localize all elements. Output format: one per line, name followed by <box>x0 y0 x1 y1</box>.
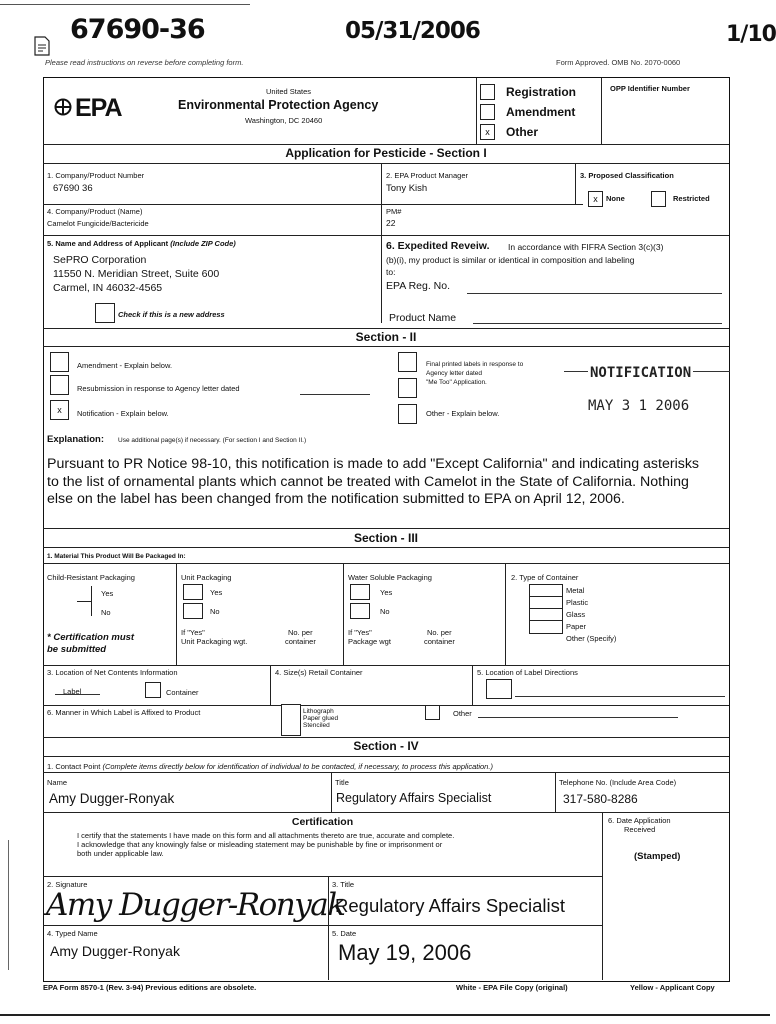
unit-packaging-label: Unit Packaging <box>181 573 232 582</box>
manner-lithograph: Lithograph <box>303 708 334 715</box>
product-name-label: 4. Company/Product (Name) <box>47 207 143 216</box>
water-yes-label: Yes <box>380 588 393 597</box>
manner-stenciled: Stenciled <box>303 722 330 729</box>
final-printed-label-2: Agency letter dated <box>426 370 483 377</box>
label-directions-checkbox[interactable] <box>486 679 512 699</box>
title2-label: 3. Title <box>332 880 355 889</box>
agency-city: Washington, DC 20460 <box>245 116 323 125</box>
epa-logo-text: EPA <box>75 94 122 122</box>
location-label-directions: 5. Location of Label Directions <box>477 668 578 677</box>
water-no-checkbox[interactable] <box>350 603 370 619</box>
epa-manager: Tony Kish <box>386 183 428 194</box>
explanation-label: Explanation: <box>47 434 105 445</box>
other-checkbox[interactable]: x <box>480 124 495 140</box>
explanation-line-3: else on the label has been changed from the notification submitted to EPA on April 12, 2006. <box>47 491 625 507</box>
company-product-number: 67690 36 <box>53 183 93 194</box>
other-explain-label: Other - Explain below. <box>426 409 500 418</box>
amendment-explain-checkbox[interactable] <box>50 352 69 372</box>
other-label: Other <box>506 125 539 139</box>
contact-name: Amy Dugger-Ronyak <box>49 791 175 806</box>
manner-checkbox[interactable] <box>281 704 301 736</box>
amendment-label: Amendment <box>506 105 576 119</box>
date-received-label-1: 6. Date Application <box>608 816 671 825</box>
epa-manager-label: 2. EPA Product Manager <box>386 171 468 180</box>
label-option: Label <box>63 687 82 696</box>
opp-identifier-label: OPP Identifier Number <box>610 84 690 93</box>
registration-label: Registration <box>506 85 577 99</box>
restricted-checkbox[interactable] <box>651 191 666 207</box>
expedited-text-2: (b)(i), my product is similar or identical in composition and labeling <box>386 255 635 265</box>
applicant-street: 11550 N. Meridian Street, Suite 600 <box>53 268 220 280</box>
explanation-note: Use additional page(s) if necessary. (For section I and Section II.) <box>118 437 307 444</box>
unit-yes-label: Yes <box>210 588 223 597</box>
notification-checkbox[interactable]: x <box>50 400 69 420</box>
container-option-checkbox[interactable] <box>145 682 161 698</box>
water-yes-checkbox[interactable] <box>350 584 370 600</box>
agency-name: Environmental Protection Agency <box>178 98 379 112</box>
left-scan-edge <box>8 840 9 970</box>
title2-value: Regulatory Affairs Specialist <box>335 895 565 916</box>
date-value: May 19, 2006 <box>338 940 472 965</box>
epa-reg-input[interactable] <box>467 293 722 294</box>
location-net-label: 3. Location of Net Contents Information <box>47 668 178 677</box>
amendment-checkbox[interactable] <box>480 104 495 120</box>
cert-line-1: I certify that the statements I have made on this form and all attachments thereto are true, accurate and complete. <box>77 831 455 840</box>
unit-no-per-1: No. per <box>288 628 313 637</box>
unit-no-checkbox[interactable] <box>183 603 203 619</box>
restricted-label: Restricted <box>673 194 710 203</box>
contact-title: Regulatory Affairs Specialist <box>336 791 492 805</box>
agency-small: United States <box>266 87 312 96</box>
expedited-text-1: In accordance with FIFRA Section 3(c)(3) <box>508 242 664 252</box>
explanation-line-1: Pursuant to PR Notice 98-10, this notification is made to add "Except California" and indicating asterisks <box>47 456 700 472</box>
explanation-text <box>47 456 699 509</box>
pm-label: PM# <box>386 207 402 216</box>
expedited-review-title: 6. Expedited Reveiw. <box>386 240 490 252</box>
phone-label: Telephone No. (Include Area Code) <box>559 778 677 787</box>
product-name-input[interactable] <box>473 323 722 324</box>
white-copy-note: White - EPA File Copy (original) <box>456 983 568 992</box>
applicant-label-text: 5. Name and Address of Applicant <box>47 239 169 248</box>
unit-no-per-2: container <box>285 637 316 646</box>
new-address-checkbox[interactable] <box>95 303 115 323</box>
child-no-label: No <box>101 608 111 617</box>
new-address-label: Check if this is a new address <box>118 310 225 319</box>
container-glass: Glass <box>566 610 586 619</box>
child-resistant-label: Child-Resistant Packaging <box>47 573 135 582</box>
epa-reg-label: EPA Reg. No. <box>386 280 451 292</box>
product-name: Camelot Fungicide/Bactericide <box>47 219 149 228</box>
product-name-field-label: Product Name <box>389 312 457 324</box>
handwritten-date: 05/31/2006 <box>345 18 480 44</box>
section-3-title: Section - III <box>353 531 418 545</box>
contact-note: (Complete items directly below for identification of individual to be contacted, if necessary, to process this application.) <box>102 762 493 771</box>
container-metal: Metal <box>566 586 585 595</box>
container-paper: Paper <box>566 622 587 631</box>
typed-name-label: 4. Typed Name <box>47 929 98 938</box>
pkg-no-per-2: container <box>424 637 455 646</box>
notification-stamp-title: NOTIFICATION <box>590 365 692 381</box>
signature: Amy Dugger-Ronyak <box>46 887 345 923</box>
resubmission-label: Resubmission in response to Agency letter dated <box>77 384 240 393</box>
section-2-title: Section - II <box>355 330 417 344</box>
manner-other-checkbox[interactable] <box>425 705 440 720</box>
me-too-label: "Me Too" Application. <box>426 379 487 386</box>
signature-label: 2. Signature <box>47 880 88 889</box>
cert-line-2: I acknowledge that any knowingly false or misleading statement may be punishable by fine or imprisonment or <box>77 840 443 849</box>
pm-number: 22 <box>386 218 396 228</box>
applicant-label <box>47 239 236 248</box>
final-printed-checkbox[interactable] <box>398 352 417 372</box>
certification-title: Certification <box>291 816 354 828</box>
manner-paper-glued: Paper glued <box>303 715 339 722</box>
expedited-text-3: to: <box>386 267 396 277</box>
amendment-explain-label: Amendment - Explain below. <box>77 361 173 370</box>
form-id: EPA Form 8570-1 (Rev. 3-94) Previous editions are obsolete. <box>43 983 257 992</box>
pkg-if-yes-2: Package wgt <box>348 637 391 646</box>
applicant-name: SePRO Corporation <box>53 254 147 266</box>
cert-line-3: both under applicable law. <box>77 849 164 858</box>
scan-edge <box>0 4 250 5</box>
yellow-copy-note: Yellow - Applicant Copy <box>630 983 715 992</box>
typed-name: Amy Dugger-Ronyak <box>50 943 180 959</box>
registration-checkbox[interactable] <box>480 84 495 100</box>
form-approved: Form Approved. OMB No. 2070-0060 <box>556 58 681 67</box>
child-yes-label: Yes <box>101 589 114 598</box>
manner-label: 6. Manner in Which Label is Affixed to Product <box>47 708 201 717</box>
contact-label: 1. Contact Point <box>47 762 101 771</box>
handwritten-page: 1/10 <box>726 22 776 47</box>
unit-yes-checkbox[interactable] <box>183 584 203 600</box>
proposed-classification-label: 3. Proposed Classification <box>580 171 674 180</box>
other-explain-checkbox[interactable] <box>398 404 417 424</box>
document-icon <box>34 36 50 56</box>
stamped-label: (Stamped) <box>634 851 681 862</box>
contact-phone: 317-580-8286 <box>563 792 638 806</box>
pkg-if-yes-1: If "Yes" <box>348 628 372 637</box>
date-label: 5. Date <box>332 929 357 938</box>
final-printed-label-1: Final printed labels in response to <box>426 361 524 368</box>
bottom-scan-edge <box>0 1014 770 1016</box>
date-received-label-2: Received <box>624 825 656 834</box>
applicant-city: Carmel, IN 46032-4565 <box>53 282 163 294</box>
contact-point <box>47 762 493 771</box>
container-type-checkboxes[interactable] <box>529 584 563 634</box>
company-product-number-label: 1. Company/Product Number <box>47 171 145 180</box>
none-label: None <box>606 194 625 203</box>
name-label: Name <box>47 778 68 787</box>
unit-if-yes-2: Unit Packaging wgt. <box>181 637 248 646</box>
manner-other-label: Other <box>453 709 472 718</box>
please-read-instructions: Please read instructions on reverse before completing form. <box>45 58 244 67</box>
unit-no-label: No <box>210 607 220 616</box>
type-container-label: 2. Type of Container <box>511 573 579 582</box>
container-other: Other (Specify) <box>566 634 617 643</box>
notification-label: Notification - Explain below. <box>77 409 169 418</box>
container-plastic: Plastic <box>566 598 589 607</box>
material-label: 1. Material This Product Will Be Packaged In: <box>47 553 186 560</box>
none-checkbox[interactable]: x <box>588 191 603 207</box>
water-soluble-label: Water Soluble Packaging <box>348 573 432 582</box>
container-option: Container <box>166 688 199 697</box>
size-retail-label: 4. Size(s) Retail Container <box>275 668 363 677</box>
section-4-title: Section - IV <box>353 739 419 753</box>
unit-if-yes-1: If "Yes" <box>181 628 205 637</box>
me-too-checkbox[interactable] <box>398 378 417 398</box>
pkg-no-per-1: No. per <box>427 628 452 637</box>
resubmission-date-input[interactable] <box>300 394 370 395</box>
resubmission-checkbox[interactable] <box>50 375 69 395</box>
epa-logo-flower-icon <box>54 98 72 116</box>
explanation-line-2: to the list of ornamental plants which cannot be treated with Camelot in the State of California. Nothing <box>47 473 689 490</box>
cert-must-1: * Certification must <box>47 632 135 643</box>
handwritten-file-number: 67690-36 <box>70 14 205 45</box>
section-1-title: Application for Pesticide - Section I <box>285 146 487 160</box>
notification-stamp-date: MAY 3 1 2006 <box>588 398 690 414</box>
applicant-label-note: (Include ZIP Code) <box>170 239 236 248</box>
water-no-label: No <box>380 607 390 616</box>
title-label: Title <box>335 778 349 787</box>
cert-must-2: be submitted <box>47 644 107 655</box>
